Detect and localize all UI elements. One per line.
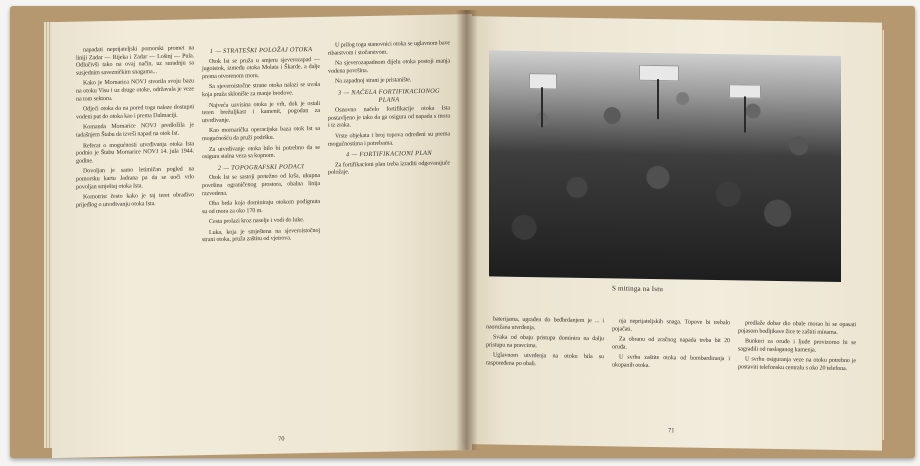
photo-caption: S mitinga na Istu [612,284,664,294]
paragraph: Bunkeri za oruđe i ljude provizorno bi se sagradili od naslaganog kamenja. [738,338,856,354]
paragraph: Otok Ist se pruža u smjeru sjeverozapad — jugoistok, između otoka Molata i Škarde, a dalje prema otvorenom moru. [202,56,320,80]
paragraph: Komotrist često kako je taj teret obrađivo prijeđlog o utvrđivanju otoka Ista. [76,192,194,209]
book-gutter [456,10,478,450]
section-heading: 1 — STRATEŠKI POLOŽAJ OTOKA [209,46,313,56]
left-column-2 [202,43,320,248]
paragraph: Najveća uzvisina otoka je vrh, dok je ostali teren brežuljkast i kamenit, pogodan za utvrđivanje. [202,100,320,124]
paragraph: Oba brda koja dominiraju otokom podignuta su od mora za oko 170 m. [202,199,320,215]
paragraph: Sa sjeveroistočne strane otoka nalazi se uvala koja pruža sklonište za manje brodove. [202,82,320,99]
paragraph: baterijama, ugrađen do bedbrdanjem je ... i naoružana utvrđenja. [486,316,604,331]
banner [639,65,679,82]
section-heading: 4 — FORTIFIKACIONI PLAN [346,149,432,159]
paragraph: Na sjeverozapadnom dijelu otoka postoji manja vodena površina. [328,58,450,75]
paragraph: Za fortifikacioni plan treba izraditi odgovarajuće položaje. [328,160,450,177]
paragraph: Na zapadnoj strani je pristanište. [335,77,412,86]
paragraph: Svaka od obaju pristupa dominira na dalju pristupu na pravcima. [486,334,604,349]
paragraph: Osnovno načelo fortifikacije otoka Ista postavljeno je tako da ga osigura od napada s mora i iz zraka. [328,105,450,130]
paragraph: Luka, koja je smještena na sjeveroistočnoj strani otoka, pruža zaštitu od vjetrova. [202,227,320,244]
paragraph: Referat o mogućnosti utvrđivanja otoka Ista podnio je Štabu Mornarice NOVJ 14. jula 1944. godine. [76,140,194,165]
paragraph: napadati neprijateljski pomorski promet na liniji Zadar — Rijeka i Zadar — Lošinj — Pula. Odlučivši tako na ovaj način, uz suradnju sa susjednim savezničkim snagama... [76,45,194,77]
paragraph: Kao mornarička operacijska baza otok Ist sa mogućnošću da pruži podršku. [202,126,320,143]
rally-photo [489,50,841,282]
paragraph: U prilog toga stanovnici otoka se uglavnom bave ribarstvom i stočarstvom. [328,40,450,57]
right-page [462,16,882,451]
page-number: 71 [668,427,675,435]
paragraph: U svrhu zaštite otoka od bombardiranja i ukopanih otoka. [612,354,730,369]
paragraph: Otok Ist se sastoji pretežno od krša, ukupna površina ograničenog prostora, obalna linija razvedena. [202,173,320,197]
paragraph: Vrste objekata i broj topova određeni su prema mogućnostima i potrebama. [328,131,450,148]
right-column-2 [612,318,730,374]
left-column-1 [76,45,194,213]
paragraph: Dovoljan je samo letimičan pogled na pomorsku kartu Jadrana pa da se uoči vrlo povoljan smještaj otoka Ista. [76,166,194,191]
left-column-3 [328,40,450,180]
left-page [52,14,472,458]
flag-pole [744,96,746,132]
paragraph: nja neprijateljskih snaga. Topove bi trebalo pojačati. [612,318,730,333]
paragraph: Uglavnom utvrđenja na otoku bila su raspoređena po obali. [486,352,604,368]
paragraph: Za utvrđivanje otoka bilo bi potrebno da se osigura stalna veza sa kopnom. [202,144,320,161]
paragraph: Za obranu od zračnog napada treba bit 20 oruđa. [612,336,730,351]
paragraph: predlaže dobar dio obale morao bi se opasati pojasom bodljikave žice te zaštiti mínama. [738,320,856,336]
right-column-3 [738,320,856,376]
paragraph: Komanda Mornarice NOVJ predložila je tadašnjem Štabu da izvrši napad na otok Ist. [76,122,194,139]
paragraph: Cesta prolazi kroz naselje i vodi do luke. [209,217,305,226]
section-heading: 3 — NAČELA FORTIFIKACIONOG PLANA [338,87,440,104]
paragraph: U svrhu osiguranja veze na otoku potrebno je postaviti telefonsku centralu s oko 20 telefona. [738,356,856,373]
page-number: 70 [278,435,285,443]
paragraph: Odjeći otoka da na pored toga nalaze dostupni vodeni put do otoka kao i prema Dalmaciji. [76,104,194,121]
flag-pole [541,87,543,127]
banner [529,73,557,89]
right-column-1 [486,316,604,372]
section-heading: 2 — TOPOGRAFSKI PODACI [217,162,305,172]
paragraph: Kako je Mornarica NOVJ stvorila svoju bazu na otoku Visu i uz druge otoke, održavala je veze na tom sektoru. [76,78,194,103]
flag-pole [657,79,659,119]
